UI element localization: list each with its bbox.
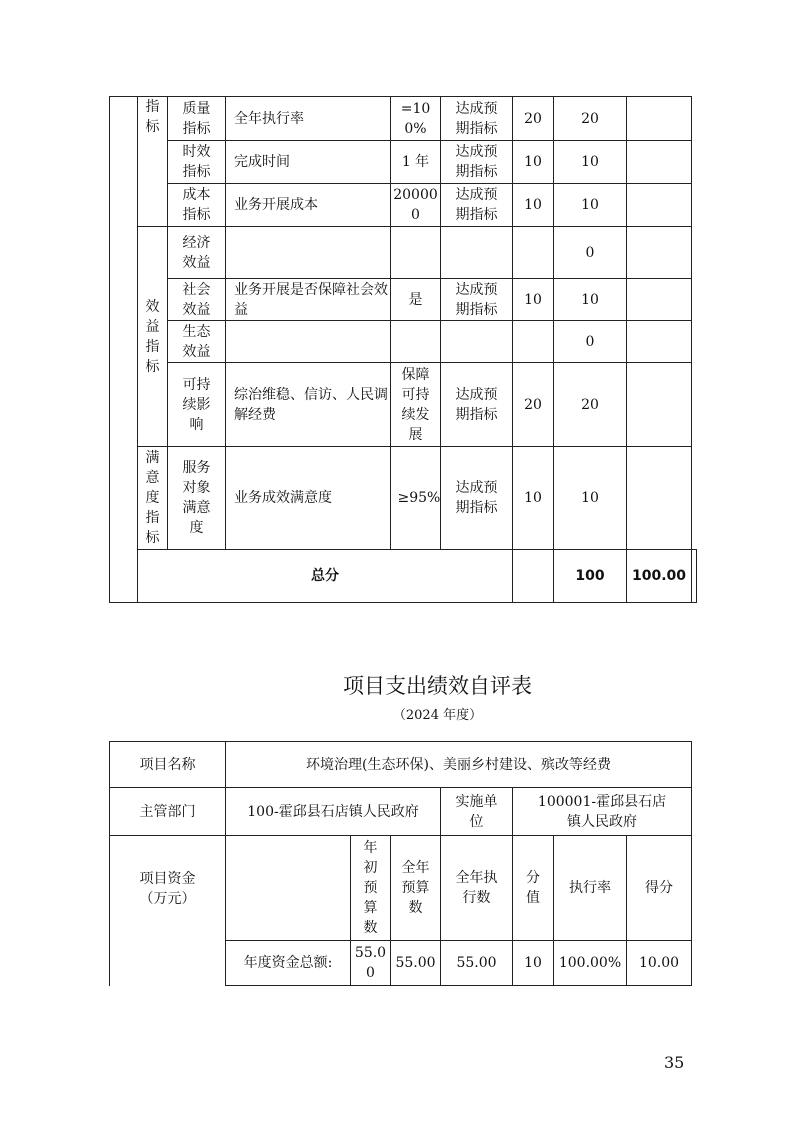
status: 达成预期指标	[441, 184, 513, 227]
weight: 20	[513, 97, 554, 141]
score: 20	[554, 97, 627, 141]
score: 10	[554, 279, 627, 321]
remark	[627, 97, 692, 141]
outer-blank-cell	[110, 97, 138, 603]
page-subtitle: （2024 年度）	[392, 708, 483, 723]
col-header: 分值	[513, 836, 554, 941]
fund-value: 55.00	[441, 941, 513, 986]
weight	[513, 321, 554, 363]
col-header: 年初预算数	[351, 836, 391, 941]
weight: 10	[513, 141, 554, 184]
category-cell: 指标	[138, 97, 168, 227]
weight: 10	[513, 279, 554, 321]
score: 10	[554, 447, 627, 550]
sub-category: 成本指标	[168, 184, 226, 227]
indicator: 业务成效满意度	[226, 447, 391, 550]
project-name-value: 环境治理(生态环保)、美丽乡村建设、殡改等经费	[226, 742, 692, 788]
indicator	[226, 321, 391, 363]
status: 达成预期指标	[441, 97, 513, 141]
fund-value: 100.00%	[554, 941, 627, 986]
indicator: 全年执行率	[226, 97, 391, 141]
status: 达成预期指标	[441, 279, 513, 321]
remark	[627, 184, 692, 227]
col-header: 得分	[627, 836, 692, 941]
score: 10	[554, 184, 627, 227]
score: 20	[554, 363, 627, 447]
dept-value: 100-霍邱县石店镇人民政府	[226, 788, 441, 836]
header-blank	[226, 836, 351, 941]
sub-category: 社会效益	[168, 279, 226, 321]
weight: 10	[513, 184, 554, 227]
status: 达成预期指标	[441, 447, 513, 550]
target-value: =100%	[391, 97, 441, 141]
status: 达成预期指标	[441, 141, 513, 184]
col-header: 全年执行数	[441, 836, 513, 941]
fund-label: 项目资金（万元）	[110, 836, 226, 986]
target-value: ≥95%	[391, 447, 441, 550]
impl-value: 100001-霍邱县石店镇人民政府	[513, 788, 692, 836]
target-value: 1 年	[391, 141, 441, 184]
score: 10	[554, 141, 627, 184]
page-title: 项目支出绩效自评表	[343, 674, 532, 698]
dept-label: 主管部门	[110, 788, 226, 836]
status: 达成预期指标	[441, 363, 513, 447]
remark	[692, 550, 697, 603]
remark	[627, 321, 692, 363]
indicator: 综治维稳、信访、人民调解经费	[226, 363, 391, 447]
weight	[513, 227, 554, 279]
weight: 10	[513, 447, 554, 550]
target-value	[391, 227, 441, 279]
indicator: 业务开展成本	[226, 184, 391, 227]
status	[441, 321, 513, 363]
fund-value: 10.00	[627, 941, 692, 986]
total-fund-label: 年度资金总额:	[226, 941, 351, 986]
total-label: 总分	[138, 550, 513, 603]
remark	[627, 141, 692, 184]
impl-label: 实施单位	[441, 788, 513, 836]
project-info-table	[109, 741, 692, 986]
category-cell: 满意度指标	[138, 447, 168, 550]
sub-category: 时效指标	[168, 141, 226, 184]
target-value: 200000	[391, 184, 441, 227]
score: 0	[554, 227, 627, 279]
target-value: 是	[391, 279, 441, 321]
weight: 20	[513, 363, 554, 447]
sub-category: 质量指标	[168, 97, 226, 141]
remark	[627, 363, 692, 447]
indicator	[226, 227, 391, 279]
status	[441, 227, 513, 279]
remark	[627, 279, 692, 321]
sub-category: 可持续影响	[168, 363, 226, 447]
sub-category: 服务对象满意度	[168, 447, 226, 550]
fund-value: 55.00	[391, 941, 441, 986]
remark	[627, 447, 692, 550]
total-blank	[513, 550, 554, 603]
fund-value: 10	[513, 941, 554, 986]
target-value	[391, 321, 441, 363]
indicator: 业务开展是否保障社会效益	[226, 279, 391, 321]
col-header: 执行率	[554, 836, 627, 941]
col-header: 全年预算数	[391, 836, 441, 941]
remark	[627, 227, 692, 279]
score: 0	[554, 321, 627, 363]
indicator: 完成时间	[226, 141, 391, 184]
performance-indicator-table	[109, 96, 697, 603]
target-value: 保障可持续发展	[391, 363, 441, 447]
page-number: 35	[664, 1053, 685, 1072]
sub-category: 生态效益	[168, 321, 226, 363]
total-weight: 100	[554, 550, 627, 603]
project-name-label: 项目名称	[110, 742, 226, 788]
sub-category: 经济效益	[168, 227, 226, 279]
total-score: 100.00	[627, 550, 692, 603]
fund-value: 55.00	[351, 941, 391, 986]
category-cell: 效益指标	[138, 227, 168, 447]
